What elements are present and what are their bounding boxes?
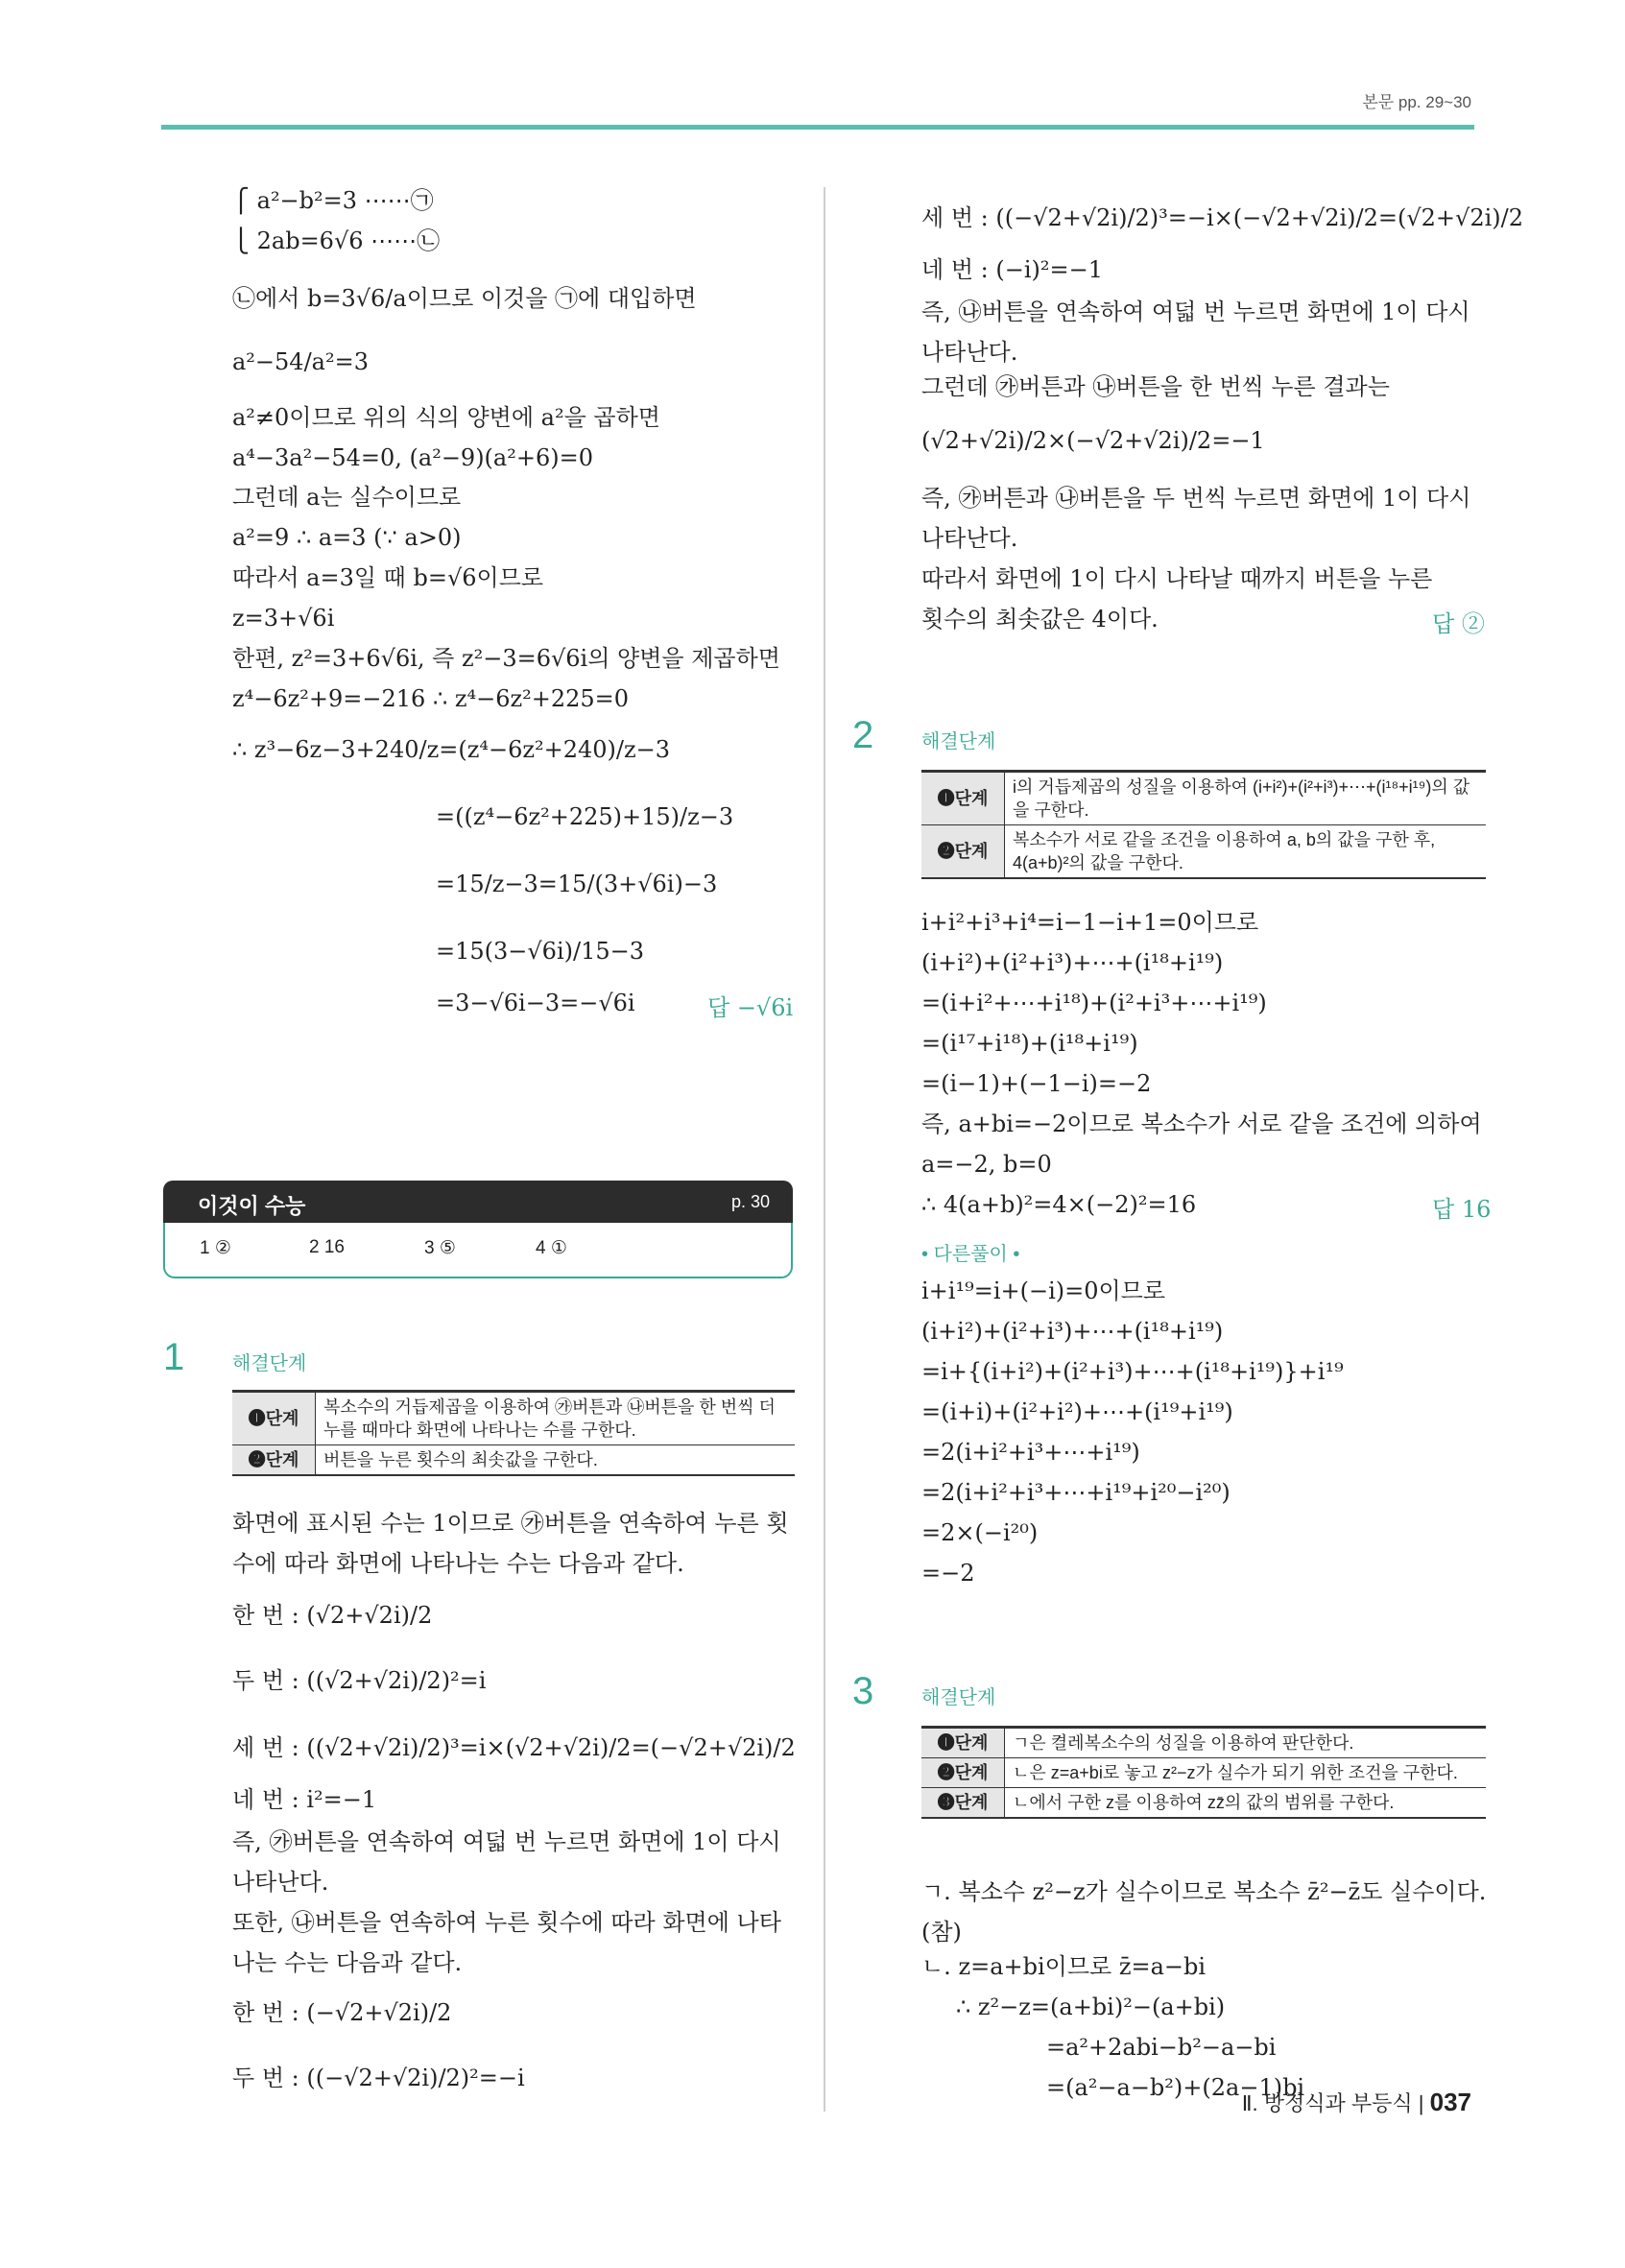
step-text: ㄴ에서 구한 z를 이용하여 zz̄의 값의 범위를 구한다. — [1005, 1788, 1487, 1819]
equation-line: ∴ 4(a+b)²=4×(−2)²=16 — [921, 1191, 1197, 1218]
equation-line: =(i+i)+(i²+i²)+⋯+(i¹⁹+i¹⁹) — [921, 1398, 1233, 1425]
step-label: ❷단계 — [921, 825, 1005, 879]
quick-answer-box — [163, 1223, 793, 1278]
equation-line: ∴ z³−6z−3+240/z=(z⁴−6z²+240)/z−3 — [232, 736, 670, 763]
equation-line: 네 번 : i²=−1 — [232, 1786, 377, 1813]
step-label: ❸단계 — [921, 1788, 1005, 1819]
step-row — [921, 1758, 1486, 1788]
quick-answer-title: 이것이 수능 — [198, 1194, 306, 1218]
problem-number: 3 — [852, 1670, 874, 1712]
step-row — [921, 1788, 1486, 1819]
problem-number: 2 — [852, 714, 874, 756]
equation-line: =((z⁴−6z²+225)+15)/z−3 — [436, 803, 734, 830]
equation-line: =(i¹⁷+i¹⁸)+(i¹⁸+i¹⁹) — [921, 1030, 1138, 1057]
equation-line: =(i+i²+⋯+i¹⁸)+(i²+i³+⋯+i¹⁹) — [921, 990, 1267, 1016]
equation-line: =15(3−√6i)/15−3 — [436, 938, 644, 965]
equation-line: =(i−1)+(−1−i)=−2 — [921, 1070, 1152, 1097]
equation-line: a²=9 ∴ a=3 (∵ a>0) — [232, 524, 462, 551]
solution-steps-heading: 해결단계 — [232, 1353, 307, 1374]
solution-steps-table — [921, 770, 1486, 879]
step-text: ㄱ은 켤레복소수의 성질을 이용하여 판단한다. — [1005, 1728, 1487, 1758]
step-row — [921, 1728, 1486, 1758]
solution-line: 따라서 a=3일 때 b=√6이므로 — [232, 564, 544, 591]
equation-line: 두 번 : ((√2+√2i)/2)²=i — [232, 1667, 487, 1694]
equation-line: 세 번 : ((√2+√2i)/2)³=i×(√2+√2i)/2=(−√2+√2i)/2 — [232, 1734, 796, 1761]
equation-line: =(a²−a−b²)+(2a−1)bi — [1046, 2074, 1305, 2101]
solution-line: 또한, ㉯버튼을 연속하여 누른 횟수에 따라 화면에 나타나는 수는 다음과 같다. — [232, 1909, 781, 1976]
chapter-title: Ⅱ. 방정식과 부등식 — [1241, 2091, 1413, 2115]
equation-line: =a²+2abi−b²−a−bi — [1046, 2034, 1277, 2061]
equation-line: =i+{(i+i²)+(i²+i³)+⋯+(i¹⁸+i¹⁹)}+i¹⁹ — [921, 1358, 1344, 1385]
column-divider — [824, 187, 825, 2112]
equation-line: ∴ z²−z=(a+bi)²−(a+bi) — [956, 1993, 1226, 2020]
equation-line: a²−54/a²=3 — [232, 348, 369, 375]
equation-line: i+i¹⁹=i+(−i)=0이므로 — [921, 1277, 1166, 1304]
quick-answer-item: 3 ⑤ — [424, 1238, 456, 1258]
header-rule — [161, 125, 1474, 130]
step-text: 복소수의 거듭제곱을 이용하여 ㉮버튼과 ㉯버튼을 한 번씩 더 누를 때마다 화면에 나타나는 수를 구한다. — [316, 1392, 796, 1445]
equation-line: (i+i²)+(i²+i³)+⋯+(i¹⁸+i¹⁹) — [921, 949, 1224, 976]
equation-line: 네 번 : (−i)²=−1 — [921, 256, 1103, 283]
solution-line: 한편, z²=3+6√6i, 즉 z²−3=6√6i의 양변을 제곱하면 — [232, 645, 780, 672]
solution-line: 따라서 화면에 1이 다시 나타날 때까지 버튼을 누른 횟수의 최솟값은 4이다. — [921, 565, 1433, 633]
solution-steps-heading: 해결단계 — [921, 731, 996, 752]
solution-line: 그런데 ㉮버튼과 ㉯버튼을 한 번씩 누른 결과는 — [921, 373, 1390, 400]
equation-line: =2(i+i²+i³+⋯+i¹⁹+i²⁰−i²⁰) — [921, 1479, 1231, 1506]
page-footer — [1242, 2088, 1471, 2117]
equation-line: =2(i+i²+i³+⋯+i¹⁹) — [921, 1439, 1140, 1466]
quick-answer-item: 1 ② — [200, 1238, 231, 1258]
quick-answer-item: 2 16 — [309, 1237, 345, 1257]
equation-line: =2×(−i²⁰) — [921, 1519, 1039, 1546]
equation-line: z⁴−6z²+9=−216 ∴ z⁴−6z²+225=0 — [232, 685, 630, 712]
equation-line: 한 번 : (√2+√2i)/2 — [232, 1602, 433, 1629]
equation-line: a⁴−3a²−54=0, (a²−9)(a²+6)=0 — [232, 444, 593, 471]
equation-line: =15/z−3=15/(3+√6i)−3 — [436, 871, 718, 897]
page-number: 037 — [1429, 2088, 1471, 2116]
step-text: 복소수가 서로 같을 조건을 이용하여 a, b의 값을 구한 후, 4(a+b)²의 값을 구한다. — [1005, 825, 1487, 879]
answer-label: 답 ② — [1432, 610, 1485, 637]
step-label: ❷단계 — [232, 1445, 316, 1476]
solution-steps-heading: 해결단계 — [921, 1687, 996, 1708]
solution-line: 그런데 a는 실수이므로 — [232, 484, 462, 511]
footer-separator: | — [1418, 2091, 1430, 2115]
alternative-solution-heading: • 다른풀이 • — [921, 1244, 1020, 1265]
solution-steps-table — [921, 1726, 1486, 1819]
quick-answer-page: p. 30 — [730, 1192, 770, 1211]
solution-line: ㄴ. z=a+bi이므로 z̄=a−bi — [921, 1953, 1207, 1980]
equation-line: 세 번 : ((−√2+√2i)/2)³=−i×(−√2+√2i)/2=(√2+√2i)/2 — [921, 204, 1523, 231]
quick-answer-item: 4 ① — [536, 1238, 567, 1258]
quick-answer-box-header — [163, 1181, 793, 1223]
solution-line: 즉, ㉮버튼과 ㉯버튼을 두 번씩 누르면 화면에 1이 다시 나타난다. — [921, 485, 1471, 552]
step-row — [232, 1392, 795, 1445]
step-row — [921, 772, 1486, 825]
step-label: ❷단계 — [921, 1758, 1005, 1788]
step-row — [921, 825, 1486, 879]
equation-line: 한 번 : (−√2+√2i)/2 — [232, 1999, 452, 2026]
equation-line: z=3+√6i — [232, 605, 335, 632]
problem-number: 1 — [163, 1336, 185, 1378]
equation-line: =3−√6i−3=−√6i — [436, 990, 635, 1016]
solution-line: ㉡에서 b=3√6/a이므로 이것을 ㉠에 대입하면 — [232, 285, 697, 312]
equation-line: ⎧ a²−b²=3 ⋯⋯㉠ — [232, 187, 434, 214]
page-reference: 본문 pp. 29~30 — [1362, 93, 1471, 111]
answer-label: 답 16 — [1432, 1196, 1492, 1223]
solution-line: 즉, ㉯버튼을 연속하여 여덟 번 누르면 화면에 1이 다시 나타난다. — [921, 298, 1470, 366]
equation-line: (√2+√2i)/2×(−√2+√2i)/2=−1 — [921, 427, 1265, 454]
step-row — [232, 1445, 795, 1476]
solution-line: 즉, ㉮버튼을 연속하여 여덟 번 누르면 화면에 1이 다시 나타난다. — [232, 1828, 781, 1896]
equation-line: (i+i²)+(i²+i³)+⋯+(i¹⁸+i¹⁹) — [921, 1318, 1224, 1345]
solution-line: 화면에 표시된 수는 1이므로 ㉮버튼을 연속하여 누른 횟수에 따라 화면에 나타나는 수는 다음과 같다. — [232, 1510, 789, 1577]
solution-line: ㄱ. 복소수 z²−z가 실수이므로 복소수 z̄²−z̄도 실수이다. (참) — [921, 1878, 1487, 1946]
step-text: ㄴ은 z=a+bi로 놓고 z²−z가 실수가 되기 위한 조건을 구한다. — [1005, 1758, 1487, 1788]
step-text: i의 거듭제곱의 성질을 이용하여 (i+i²)+(i²+i³)+⋯+(i¹⁸+i¹⁹)의 값을 구한다. — [1005, 772, 1487, 825]
solution-line: a²≠0이므로 위의 식의 양변에 a²을 곱하면 — [232, 404, 660, 431]
step-label: ❶단계 — [921, 1728, 1005, 1758]
equation-line: ⎩ 2ab=6√6 ⋯⋯㉡ — [232, 227, 441, 254]
equation-line: a=−2, b=0 — [921, 1151, 1052, 1178]
equation-line: 두 번 : ((−√2+√2i)/2)²=−i — [232, 2065, 525, 2091]
equation-line: =−2 — [921, 1560, 975, 1587]
answer-label: 답 −√6i — [707, 994, 794, 1021]
equation-line: i+i²+i³+i⁴=i−1−i+1=0이므로 — [921, 909, 1259, 936]
step-text: 버튼을 누른 횟수의 최솟값을 구한다. — [316, 1445, 796, 1476]
step-label: ❶단계 — [921, 772, 1005, 825]
solution-steps-table — [232, 1390, 795, 1476]
solution-line: 즉, a+bi=−2이므로 복소수가 서로 같을 조건에 의하여 — [921, 1110, 1482, 1137]
step-label: ❶단계 — [232, 1392, 316, 1445]
